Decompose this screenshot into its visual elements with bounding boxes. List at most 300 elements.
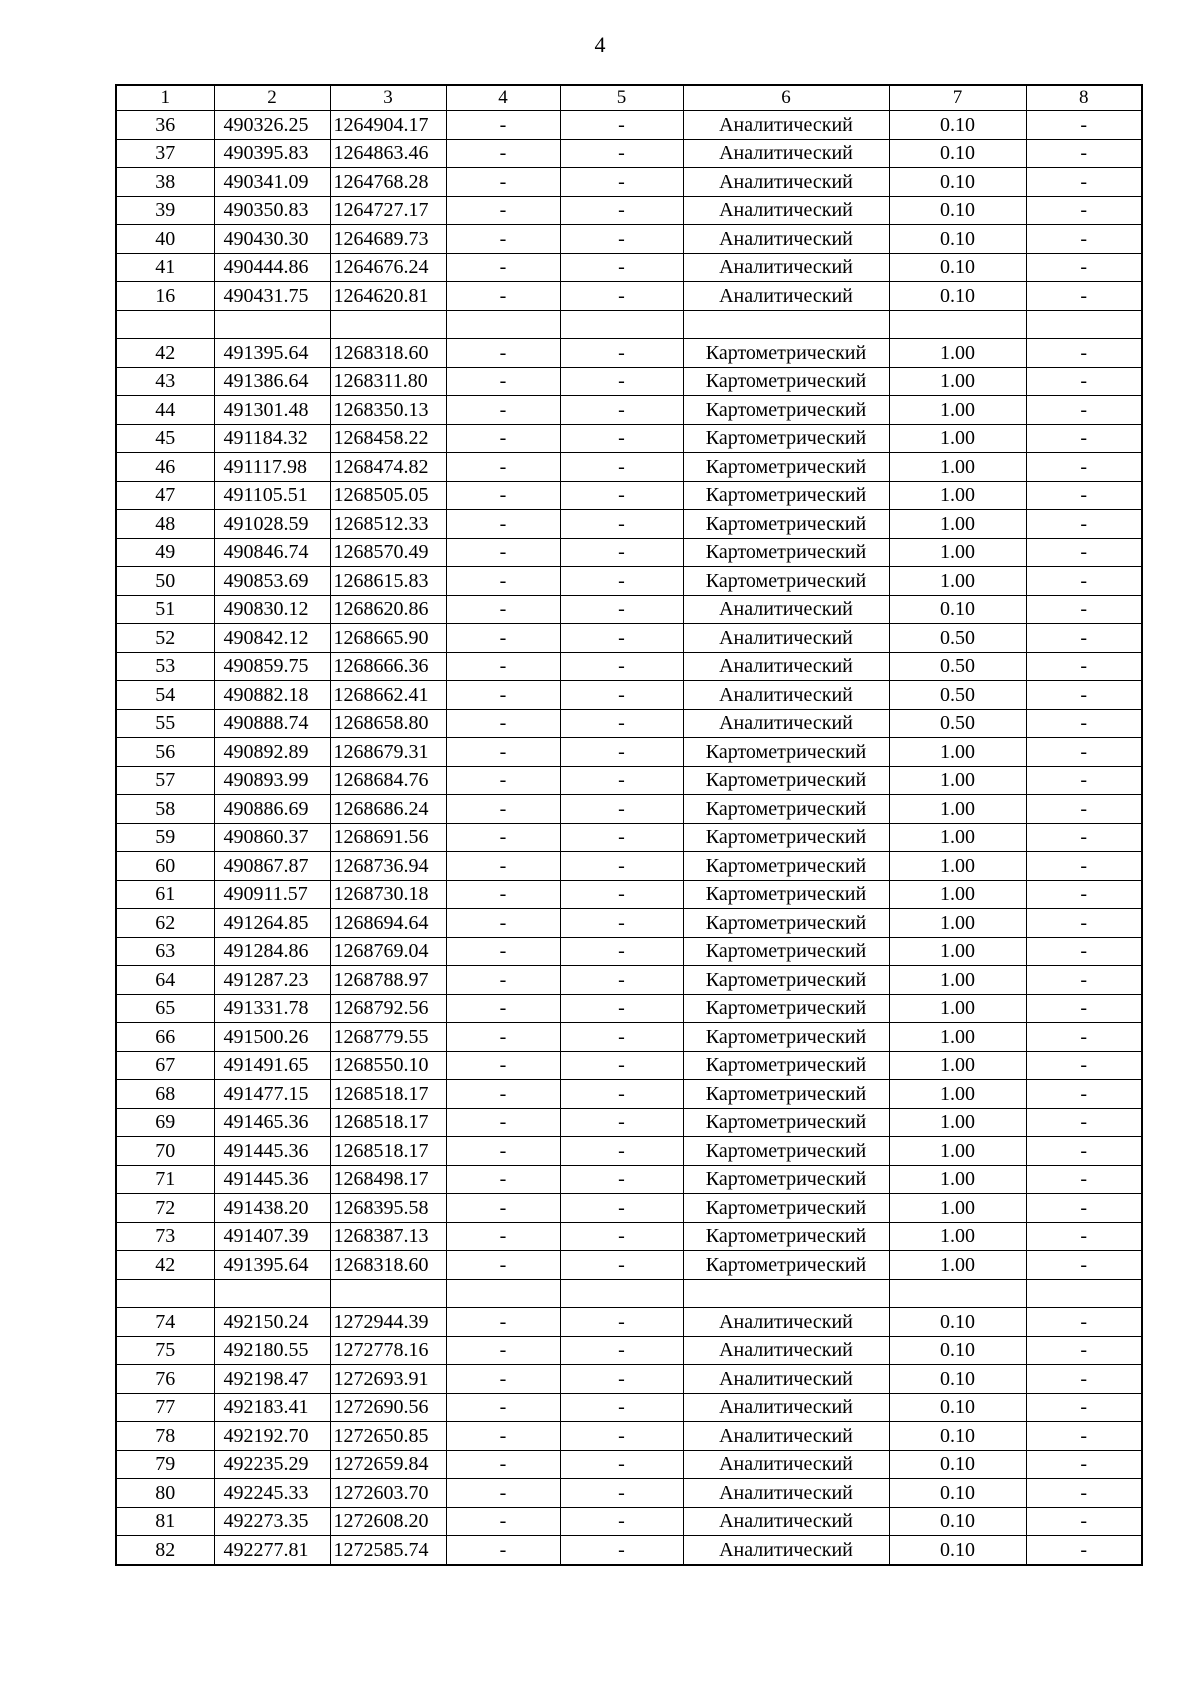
y-coordinate-cell: 1268570.49 [330,538,446,567]
point-number-cell: 76 [116,1365,214,1394]
column-4-cell: - [446,253,560,282]
column-4-cell: - [446,111,560,140]
accuracy-cell: 1.00 [889,567,1026,596]
column-5-cell: - [560,225,683,254]
accuracy-cell: 1.00 [889,852,1026,881]
method-cell: Картометрический [683,1165,889,1194]
column-8-cell: - [1026,139,1142,168]
accuracy-cell: 0.10 [889,1507,1026,1536]
accuracy-cell: 0.10 [889,225,1026,254]
column-4-cell: - [446,1507,560,1536]
accuracy-cell: 1.00 [889,453,1026,482]
column-8-cell: - [1026,168,1142,197]
column-5-cell: - [560,766,683,795]
y-coordinate-cell: 1268691.56 [330,823,446,852]
method-cell: Аналитический [683,1393,889,1422]
x-coordinate-cell: 491184.32 [214,424,330,453]
x-coordinate-cell: 490350.83 [214,196,330,225]
column-5-cell: - [560,111,683,140]
x-coordinate-cell: 491386.64 [214,367,330,396]
table-row [116,1165,1142,1194]
accuracy-cell: 0.50 [889,652,1026,681]
column-8-cell: - [1026,1137,1142,1166]
method-cell: Аналитический [683,1422,889,1451]
column-8-cell: - [1026,1536,1142,1565]
point-number-cell: 55 [116,709,214,738]
method-cell: Аналитический [683,1507,889,1536]
accuracy-cell: 0.50 [889,681,1026,710]
column-8-cell: - [1026,1051,1142,1080]
method-cell: Картометрический [683,1051,889,1080]
accuracy-cell: 1.00 [889,823,1026,852]
table-row [116,1479,1142,1508]
y-coordinate-cell: 1268665.90 [330,624,446,653]
x-coordinate-cell: 492150.24 [214,1308,330,1337]
method-cell: Аналитический [683,196,889,225]
x-coordinate-cell: 490326.25 [214,111,330,140]
method-cell: Аналитический [683,681,889,710]
column-4-cell: - [446,909,560,938]
table-row [116,738,1142,767]
table-row [116,1251,1142,1280]
column-5-cell: - [560,823,683,852]
column-5-cell: - [560,1336,683,1365]
table-row [116,1336,1142,1365]
column-8-cell: - [1026,253,1142,282]
column-4-cell: - [446,880,560,909]
column-4-cell: - [446,367,560,396]
point-number-cell: 56 [116,738,214,767]
table-row [116,168,1142,197]
column-4-cell: - [446,994,560,1023]
y-coordinate-cell: 1264689.73 [330,225,446,254]
column-4-cell: - [446,1251,560,1280]
table-row [116,510,1142,539]
table-row [116,139,1142,168]
method-cell: Картометрический [683,339,889,368]
column-5-cell: - [560,681,683,710]
method-cell: Аналитический [683,652,889,681]
x-coordinate-cell: 490444.86 [214,253,330,282]
y-coordinate-cell: 1272693.91 [330,1365,446,1394]
column-header-1: 1 [116,85,214,111]
column-8-cell: - [1026,1080,1142,1109]
column-8-cell: - [1026,1507,1142,1536]
column-5-cell [560,1279,683,1308]
y-coordinate-cell: 1268769.04 [330,937,446,966]
table-row [116,253,1142,282]
accuracy-cell: 0.10 [889,253,1026,282]
method-cell: Аналитический [683,139,889,168]
y-coordinate-cell: 1268694.64 [330,909,446,938]
table-row [116,852,1142,881]
column-5-cell: - [560,852,683,881]
table-separator-row [116,310,1142,339]
y-coordinate-cell: 1268792.56 [330,994,446,1023]
point-number-cell: 45 [116,424,214,453]
x-coordinate-cell: 491301.48 [214,396,330,425]
point-number-cell: 77 [116,1393,214,1422]
method-cell: Картометрический [683,852,889,881]
column-5-cell: - [560,738,683,767]
y-coordinate-cell: 1272778.16 [330,1336,446,1365]
point-number-cell: 41 [116,253,214,282]
table-row [116,1080,1142,1109]
table-row [116,966,1142,995]
y-coordinate-cell: 1268318.60 [330,1251,446,1280]
column-5-cell: - [560,339,683,368]
column-8-cell: - [1026,1308,1142,1337]
column-5-cell: - [560,652,683,681]
column-5-cell: - [560,1080,683,1109]
column-header-4: 4 [446,85,560,111]
x-coordinate-cell: 491331.78 [214,994,330,1023]
column-5-cell: - [560,1137,683,1166]
method-cell: Аналитический [683,1308,889,1337]
y-coordinate-cell: 1268736.94 [330,852,446,881]
method-cell: Картометрический [683,1108,889,1137]
y-coordinate-cell: 1268666.36 [330,652,446,681]
column-8-cell: - [1026,396,1142,425]
method-cell: Аналитический [683,624,889,653]
accuracy-cell: 0.10 [889,1308,1026,1337]
method-cell: Картометрический [683,966,889,995]
x-coordinate-cell: 491407.39 [214,1222,330,1251]
method-cell: Картометрический [683,1023,889,1052]
column-8-cell: - [1026,1023,1142,1052]
point-number-cell: 66 [116,1023,214,1052]
table-row [116,1023,1142,1052]
method-cell: Аналитический [683,111,889,140]
column-8-cell: - [1026,738,1142,767]
accuracy-cell: 1.00 [889,1137,1026,1166]
table-row [116,1422,1142,1451]
y-coordinate-cell: 1268686.24 [330,795,446,824]
column-8-cell: - [1026,795,1142,824]
table-row [116,624,1142,653]
column-5-cell: - [560,424,683,453]
accuracy-cell: 0.50 [889,624,1026,653]
column-4-cell: - [446,852,560,881]
table-row [116,1137,1142,1166]
x-coordinate-cell: 491264.85 [214,909,330,938]
method-cell: Картометрический [683,937,889,966]
column-4-cell: - [446,738,560,767]
y-coordinate-cell: 1272659.84 [330,1450,446,1479]
accuracy-cell: 1.00 [889,795,1026,824]
y-coordinate-cell: 1268615.83 [330,567,446,596]
x-coordinate-cell: 491477.15 [214,1080,330,1109]
accuracy-cell: 0.10 [889,1479,1026,1508]
column-8-cell: - [1026,652,1142,681]
x-coordinate-cell: 490882.18 [214,681,330,710]
column-4-cell: - [446,1479,560,1508]
column-4-cell [446,1279,560,1308]
accuracy-cell: 1.00 [889,966,1026,995]
column-8-cell: - [1026,1479,1142,1508]
method-cell: Аналитический [683,282,889,311]
method-cell: Аналитический [683,1336,889,1365]
accuracy-cell: 1.00 [889,1194,1026,1223]
column-8-cell: - [1026,424,1142,453]
y-coordinate-cell: 1268318.60 [330,339,446,368]
accuracy-cell: 1.00 [889,481,1026,510]
column-4-cell: - [446,1536,560,1565]
column-4-cell: - [446,1422,560,1451]
y-coordinate-cell: 1268350.13 [330,396,446,425]
column-5-cell: - [560,510,683,539]
column-8-cell: - [1026,880,1142,909]
column-8-cell: - [1026,538,1142,567]
point-number-cell: 54 [116,681,214,710]
accuracy-cell: 0.10 [889,1450,1026,1479]
method-cell: Картометрический [683,424,889,453]
point-number-cell: 80 [116,1479,214,1508]
column-5-cell: - [560,1108,683,1137]
column-4-cell: - [446,795,560,824]
point-number-cell: 49 [116,538,214,567]
y-coordinate-cell: 1268518.17 [330,1137,446,1166]
column-8-cell: - [1026,1336,1142,1365]
point-number-cell: 48 [116,510,214,539]
column-4-cell: - [446,1222,560,1251]
x-coordinate-cell: 491445.36 [214,1165,330,1194]
accuracy-cell: 1.00 [889,396,1026,425]
table-row [116,994,1142,1023]
y-coordinate-cell: 1272608.20 [330,1507,446,1536]
column-5-cell: - [560,481,683,510]
x-coordinate-cell: 490867.87 [214,852,330,881]
column-5-cell: - [560,795,683,824]
method-cell: Аналитический [683,225,889,254]
x-coordinate-cell: 490853.69 [214,567,330,596]
x-coordinate-cell: 492192.70 [214,1422,330,1451]
point-number-cell: 63 [116,937,214,966]
column-8-cell: - [1026,1393,1142,1422]
point-number-cell: 81 [116,1507,214,1536]
column-4-cell: - [446,595,560,624]
y-coordinate-cell: 1268788.97 [330,966,446,995]
column-5-cell: - [560,168,683,197]
column-5-cell: - [560,966,683,995]
y-coordinate-cell: 1272603.70 [330,1479,446,1508]
y-coordinate-cell [330,310,446,339]
column-8-cell: - [1026,225,1142,254]
accuracy-cell: 1.00 [889,424,1026,453]
table-row [116,1108,1142,1137]
x-coordinate-cell: 492235.29 [214,1450,330,1479]
column-4-cell: - [446,396,560,425]
method-cell: Аналитический [683,595,889,624]
point-number-cell: 65 [116,994,214,1023]
x-coordinate-cell: 490395.83 [214,139,330,168]
method-cell: Картометрический [683,766,889,795]
point-number-cell: 72 [116,1194,214,1223]
column-5-cell: - [560,196,683,225]
column-8-cell [1026,1279,1142,1308]
accuracy-cell: 0.50 [889,709,1026,738]
method-cell: Картометрический [683,994,889,1023]
x-coordinate-cell: 490430.30 [214,225,330,254]
accuracy-cell: 0.10 [889,111,1026,140]
point-number-cell: 57 [116,766,214,795]
column-5-cell: - [560,253,683,282]
column-5-cell: - [560,909,683,938]
point-number-cell: 37 [116,139,214,168]
y-coordinate-cell: 1272690.56 [330,1393,446,1422]
accuracy-cell: 0.10 [889,595,1026,624]
accuracy-cell: 1.00 [889,367,1026,396]
y-coordinate-cell: 1268679.31 [330,738,446,767]
method-cell: Картометрический [683,1194,889,1223]
y-coordinate-cell: 1268620.86 [330,595,446,624]
accuracy-cell: 0.10 [889,1422,1026,1451]
column-4-cell: - [446,709,560,738]
accuracy-cell: 0.10 [889,282,1026,311]
x-coordinate-cell: 492198.47 [214,1365,330,1394]
method-cell: Картометрический [683,1222,889,1251]
column-8-cell: - [1026,1365,1142,1394]
point-number-cell: 38 [116,168,214,197]
point-number-cell: 73 [116,1222,214,1251]
column-5-cell: - [560,1479,683,1508]
x-coordinate-cell: 492180.55 [214,1336,330,1365]
method-cell [683,1279,889,1308]
point-number-cell: 36 [116,111,214,140]
x-coordinate-cell: 491287.23 [214,966,330,995]
column-5-cell: - [560,367,683,396]
point-number-cell: 69 [116,1108,214,1137]
column-8-cell: - [1026,339,1142,368]
accuracy-cell: 0.10 [889,1393,1026,1422]
accuracy-cell: 0.10 [889,1336,1026,1365]
column-5-cell: - [560,1051,683,1080]
point-number-cell: 61 [116,880,214,909]
method-cell: Картометрический [683,738,889,767]
method-cell: Аналитический [683,1450,889,1479]
table-row [116,1393,1142,1422]
column-8-cell: - [1026,111,1142,140]
y-coordinate-cell: 1268518.17 [330,1108,446,1137]
point-number-cell: 39 [116,196,214,225]
x-coordinate-cell: 490431.75 [214,282,330,311]
table-row [116,880,1142,909]
method-cell [683,310,889,339]
y-coordinate-cell: 1268518.17 [330,1080,446,1109]
column-4-cell: - [446,1165,560,1194]
x-coordinate-cell: 491284.86 [214,937,330,966]
column-4-cell: - [446,1336,560,1365]
method-cell: Картометрический [683,795,889,824]
accuracy-cell: 1.00 [889,1080,1026,1109]
column-5-cell: - [560,139,683,168]
table-row [116,681,1142,710]
column-4-cell: - [446,766,560,795]
column-8-cell: - [1026,567,1142,596]
point-number-cell [116,1279,214,1308]
method-cell: Картометрический [683,396,889,425]
column-4-cell: - [446,282,560,311]
column-4-cell: - [446,339,560,368]
column-8-cell: - [1026,1422,1142,1451]
accuracy-cell: 1.00 [889,766,1026,795]
column-5-cell: - [560,880,683,909]
column-header-7: 7 [889,85,1026,111]
table-row [116,795,1142,824]
point-number-cell: 51 [116,595,214,624]
y-coordinate-cell: 1268395.58 [330,1194,446,1223]
column-4-cell: - [446,453,560,482]
accuracy-cell: 0.10 [889,139,1026,168]
column-5-cell: - [560,538,683,567]
column-5-cell: - [560,1023,683,1052]
y-coordinate-cell: 1264863.46 [330,139,446,168]
table-row [116,823,1142,852]
column-8-cell: - [1026,909,1142,938]
column-4-cell: - [446,652,560,681]
table-body [116,111,1142,1565]
table-row [116,709,1142,738]
accuracy-cell: 1.00 [889,1222,1026,1251]
method-cell: Картометрический [683,453,889,482]
x-coordinate-cell: 490860.37 [214,823,330,852]
table-row [116,937,1142,966]
column-5-cell: - [560,937,683,966]
method-cell: Картометрический [683,1080,889,1109]
page-number: 4 [594,32,606,57]
y-coordinate-cell: 1272585.74 [330,1536,446,1565]
y-coordinate-cell [330,1279,446,1308]
point-number-cell [116,310,214,339]
column-4-cell: - [446,168,560,197]
table-row [116,111,1142,140]
x-coordinate-cell: 492245.33 [214,1479,330,1508]
method-cell: Аналитический [683,1479,889,1508]
table-separator-row [116,1279,1142,1308]
column-4-cell: - [446,1194,560,1223]
column-8-cell: - [1026,681,1142,710]
table-row [116,538,1142,567]
column-8-cell: - [1026,453,1142,482]
column-8-cell: - [1026,823,1142,852]
column-4-cell: - [446,1393,560,1422]
point-number-cell: 70 [116,1137,214,1166]
column-4-cell: - [446,1450,560,1479]
accuracy-cell: 1.00 [889,880,1026,909]
x-coordinate-cell: 490892.89 [214,738,330,767]
y-coordinate-cell: 1264904.17 [330,111,446,140]
x-coordinate-cell: 491465.36 [214,1108,330,1137]
method-cell: Аналитический [683,253,889,282]
table-row [116,1450,1142,1479]
accuracy-cell: 0.10 [889,1536,1026,1565]
x-coordinate-cell: 490888.74 [214,709,330,738]
column-4-cell: - [446,1308,560,1337]
x-coordinate-cell: 492273.35 [214,1507,330,1536]
column-8-cell: - [1026,624,1142,653]
table-row [116,909,1142,938]
point-number-cell: 42 [116,339,214,368]
accuracy-cell: 1.00 [889,1023,1026,1052]
column-4-cell: - [446,1051,560,1080]
x-coordinate-cell: 492277.81 [214,1536,330,1565]
x-coordinate-cell: 491438.20 [214,1194,330,1223]
table-row [116,595,1142,624]
point-number-cell: 59 [116,823,214,852]
point-number-cell: 46 [116,453,214,482]
method-cell: Картометрический [683,1251,889,1280]
column-4-cell: - [446,1137,560,1166]
